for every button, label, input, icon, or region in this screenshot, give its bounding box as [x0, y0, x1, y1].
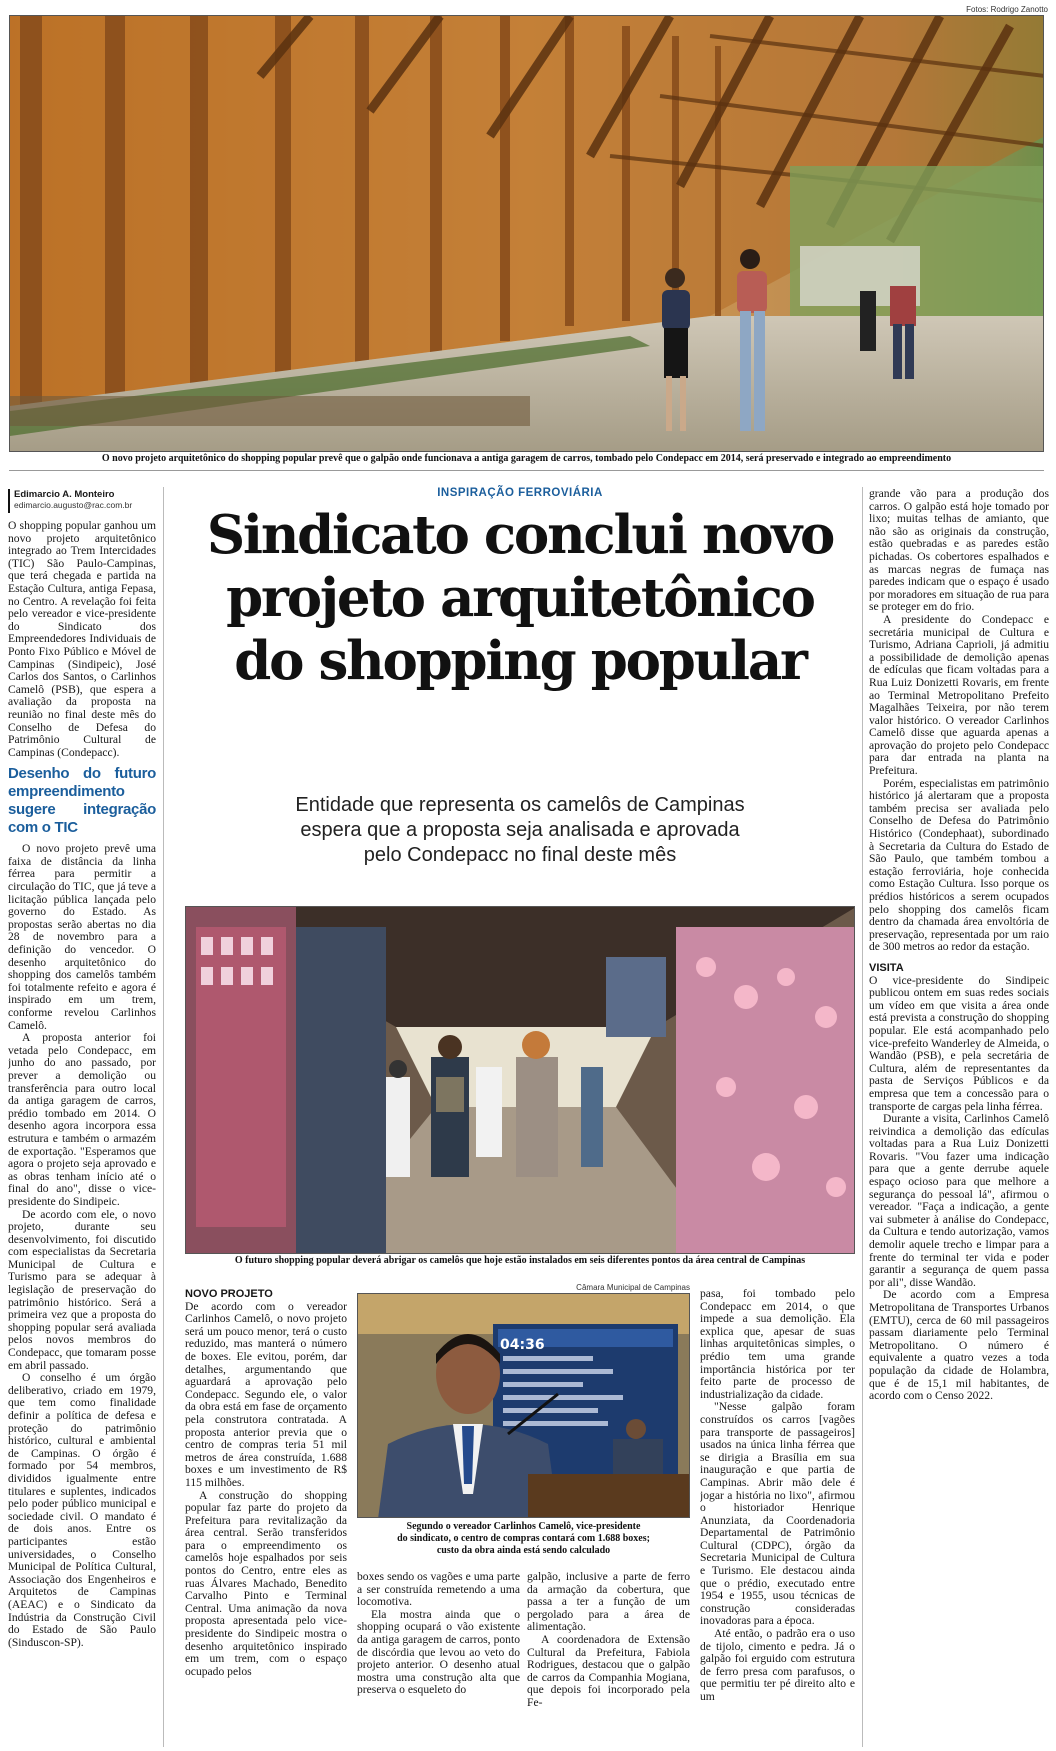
headline	[180, 504, 860, 693]
paragraph: Até então, o padrão era o uso de tijolo, cimento e pedra. Já o galpão foi erguido com estrutura de ferro presa com parafusos, o que permitiu ter pé direito alto e um	[700, 1627, 855, 1703]
column-5	[700, 1288, 855, 1748]
paragraph: pasa, foi tombado pelo Condepacc em 2014, o que impede a sua demolição. Ela explica que, apesar de suas linhas arquitetônicas simples, o prédio tem uma grande importância histórica por ter feito parte de processo de industrialização da cidade.	[700, 1288, 855, 1401]
screen-time: 04:36	[500, 1337, 545, 1353]
market-caption: O futuro shopping popular deverá abrigar os camelôs que hoje estão instalados em seis diferentes pontos da área central de Campinas	[234, 1255, 806, 1266]
paragraph: A proposta anterior foi vetada pelo Condepacc, em junho do ano passado, por prever a demolição ou transferência para outro local da antiga garagem de carros, prédio tombado em 2014. O desenho agora incorpora essa estrutura e também o armazém de exportação. "Esperamos que agora o projeto seja aprovado e as obras tenham início até o final do ano", disse o vice-presidente do Sindipeic.	[8, 1031, 156, 1208]
paragraph: O novo projeto prevê uma faixa de distância da linha férrea para permitir a circulação do TIC, que já teve a licitação pública lançada pelo governo do Estado. As propostas serão abertas no dia 28 de novembro para a definição do vencedor. O desenho arquitetônico do shopping dos camelôs também foi totalmente refeito e agora é inspirado em um trem, conforme revelou Carlinhos Camelô.	[8, 842, 156, 1032]
byline-email[interactable]: edimarcio.augusto@rac.com.br	[14, 500, 133, 510]
subtitle	[180, 793, 860, 868]
paragraph: boxes sendo os vagões e uma parte a ser construída remetendo a uma locomotiva.	[357, 1571, 520, 1609]
subtitle-line: Entidade que representa os camelôs de Campinas	[295, 794, 745, 816]
paragraph: De acordo com ele, o novo projeto, durante seu desenvolvimento, foi discutido com especialistas da Secretaria Municipal de Cultura e Turismo para se adequar à legislação de preservação do patrimônio histórico. Será a primeira vez que a proposta do shopping popular será avaliada pelos novos membros do Condepacc, que tomaram posse em abril passado.	[8, 1207, 156, 1372]
council-photo	[357, 1293, 690, 1518]
caption-line: Segundo o vereador Carlinhos Camelô, vice-presidente	[406, 1521, 641, 1532]
paragraph: A presidente do Condepacc e secretária municipal de Cultura e Turismo, Adriana Caprioli, já admitiu a possibilidade de demolição apenas de edículas que ficam voltadas para a Rua Luiz Donizetti Rovaris, em frente ao Terminal Metropolitano Prefeito Magalhães Teixeira, por não terem valor histórico. O vereador Carlinhos Camelô disse que aguarda apenas a aprovação do projeto pelo Condepacc para dar entrada na planta na Prefeitura.	[869, 612, 1049, 778]
paragraph: O vice-presidente do Sindipeic publicou ontem em suas redes sociais um vídeo em que visita a área onde está prevista a construção do shopping popular. Ele está acompanhado pelo vice-prefeito Wanderley de Almeida, o Wandão (PSB), e pela secretária de Cultura, além de representantes da pasta de Serviços Públicos e da empresa que tem a concessão para o transporte de cargas pela linha férrea.	[869, 973, 1049, 1113]
hero-caption: O novo projeto arquitetônico do shopping popular prevê que o galpão onde funcionava a antiga garagem de carros, tombado pelo Condepacc em 2014, será preservado e integrado ao empreendimento	[101, 453, 952, 464]
headline-line: Sindicato conclui novo	[206, 504, 834, 566]
paragraph: A construção do shopping popular faz parte do projeto da Prefeitura para revitalização da área central. Serão transferidos para o empreendimento os camelôs hoje espalhados por seis pontos do Centro, entre eles as ruas Álvares Machado, Benedito Carvalho Pinto e Terminal Central. Uma animação da nova proposta apresentada pelo vice-presidente do Sindipeic mostra o desenho arquitetônico inspirado em um trem, com o espaço ocupado pelos	[185, 1488, 347, 1678]
right-column	[869, 488, 1049, 1748]
headline-line: projeto arquitetônico	[226, 567, 814, 629]
headline-line: do shopping popular	[234, 630, 806, 692]
paragraph: A coordenadora de Extensão Cultural da Prefeitura, Fabiola Rodrigues, destacou que o galpão de carros da Companhia Mogiana, que depois foi incorporado pela Fe-	[527, 1632, 690, 1709]
market-photo	[185, 906, 855, 1254]
paragraph: galpão, inclusive a parte de ferro da armação da cobertura, que passa a ter a função de um pergolado para a área de alimentação.	[527, 1571, 690, 1634]
byline	[8, 489, 158, 513]
photo-credit: Câmara Municipal de Campinas	[576, 1283, 690, 1292]
council-caption	[357, 1521, 690, 1557]
byline-name: Edimarcio A. Monteiro	[14, 489, 115, 500]
column-2	[185, 1286, 347, 1748]
paragraph: Durante a visita, Carlinhos Camelô reivindica a demolição das edículas voltadas para a Rua Luiz Donizetti Rovaris. "Vou fazer uma indicação para que a gente derrube aquele espaço ocioso para que melhore a segurança do pessoal lá", afirmou o vereador. "Faça a indicação, a gente vai submeter à análise do Condepacc, da Cultura e tendo autorização, vamos demolir aquele trecho e limpar para a frente do terminal ter vida e poder garantir a segurança de quem passa por ali", disse Wandão.	[869, 1112, 1049, 1289]
paragraph: grande vão para a produção dos carros. O galpão está hoje tomado por lixo; muitas telhas de amianto, que não são as originais da construção, estão quebradas e as paredes estão pichadas. Os cobertores espalhados e as marcas negras de fumaça nas paredes indicam que o espaço é usado por moradores em situação de rua para se proteger em do frio.	[869, 488, 1049, 614]
paragraph: De acordo com o vereador Carlinhos Camelô, o novo projeto será um pouco menor, terá o custo reduzido, mas manterá o número de boxes. Ele evitou, porém, dar detalhes, argumentando que aguardará a aprovação pelo Condepacc. Segundo ele, o valor da obra está em fase de orçamento pela construtora contratada. A proposta anterior previa que o centro de compras teria 51 mil metros de área construída, 1.688 boxes e um investimento de R$ 115 milhões.	[185, 1299, 347, 1489]
caption-line: do sindicato, o centro de compras contará com 1.688 boxes;	[397, 1533, 650, 1544]
subtitle-line: espera que a proposta seja analisada e aprovada	[300, 819, 740, 841]
paragraph: Porém, especialistas em patrimônio histórico já alertaram que a proposta também precisa ser avaliada pelo Conselho de Defesa do Patrimônio Histórico (Condephaat), subordinado à Secretaria da Cultura do Estado de São Paulo, que também tombou a estação ferroviária, hoje conhecida como Estação Cultura. Isso porque os prédios históricos a serem ocupados pelo shopping dos camelôs ficam dentro da chamada área envoltória de preservação, representada por um raio de 300 metros ao redor da estação.	[869, 776, 1049, 954]
paragraph: O conselho é um órgão deliberativo, criado em 1979, que tem como finalidade definir a política de defesa e proteção do patrimônio histórico, cultural e ambiental de Campinas. O órgão é formado por 54 membros, divididos igualmente entre titulares e suplentes, indicados pelo poder público municipal e sociedade civil. O mandato é de dois anos. Entre os participantes estão universidades, o Conselho Municipal de Política Cultural, Associação dos Engenheiros e Arquitetos de Campinas (AEAC) e o Sindicato da Indústria da Construção Civil do Estado de São Paulo (Sinduscon-SP).	[8, 1371, 156, 1649]
paragraph: De acordo com a Empresa Metropolitana de Transportes Urbanos (EMTU), cerca de 60 mil passageiros passam diariamente pelo Terminal Metropolitano. O número é equivalente a quatro vezes a toda população da cidade de Holambra, que é de 15,1 mil habitantes, de acordo com o Censo 2022.	[869, 1288, 1049, 1403]
column-3	[357, 1571, 520, 1748]
paragraph: Ela mostra ainda que o shopping ocupará o vão existente da antiga garagem de carros, ponto de discórdia que levou ao veto do projeto anterior. O desenho atual mostra uma construção alta que preserva o esqueleto do	[357, 1607, 520, 1697]
section-label: VISITA	[869, 961, 904, 974]
photo-credit: Fotos: Rodrigo Zanotto	[966, 5, 1048, 14]
hero-photo	[9, 15, 1044, 452]
column-4	[527, 1571, 690, 1748]
left-column	[8, 520, 156, 1748]
subhead: Desenho do futuro empreendimento sugere integração com o TIC	[8, 765, 156, 837]
paragraph: O shopping popular ganhou um novo projeto arquitetônico integrado ao Trem Intercidades (TIC) São Paulo-Campinas, que terá chegada e partida na Estação Cultura, antiga Fepasa, no Centro. A revelação foi feita pelo vereador e vice-presidente do Sindicato dos Empreendedores Individuais de Ponto Fixo Público e Móvel de Campinas (Sindipeic), José Carlos dos Santos, o Carlinhos Camelô (PSB), que espera a avaliação da proposta na reunião no final deste mês do Conselho de Defesa do Patrimônio Cultural de Campinas (Condepacc).	[8, 520, 156, 759]
kicker: INSPIRAÇÃO FERROVIÁRIA	[437, 487, 603, 499]
paragraph: "Nesse galpão foram construídos os carros [vagões para transporte de passageiros] usados na única linha férrea que se dirigia a Brasília em sua inauguração e que partia de Campinas. Abrir mão dele é jogar a história no lixo", afirmou o historiador Henrique Anunziata, da Coordenadoria Departamental de Patrimônio Cultural (CDPC), órgão da Secretaria Municipal de Cultura e Turismo. Ele destacou ainda que o prédio, executado entre 1954 e 1955, usou técnicas de construção consideradas inovadoras para a época.	[700, 1400, 855, 1628]
section-label: NOVO PROJETO	[185, 1288, 273, 1300]
subtitle-line: pelo Condepacc no final deste mês	[363, 844, 677, 866]
caption-line: custo da obra ainda está sendo calculado	[436, 1545, 611, 1556]
